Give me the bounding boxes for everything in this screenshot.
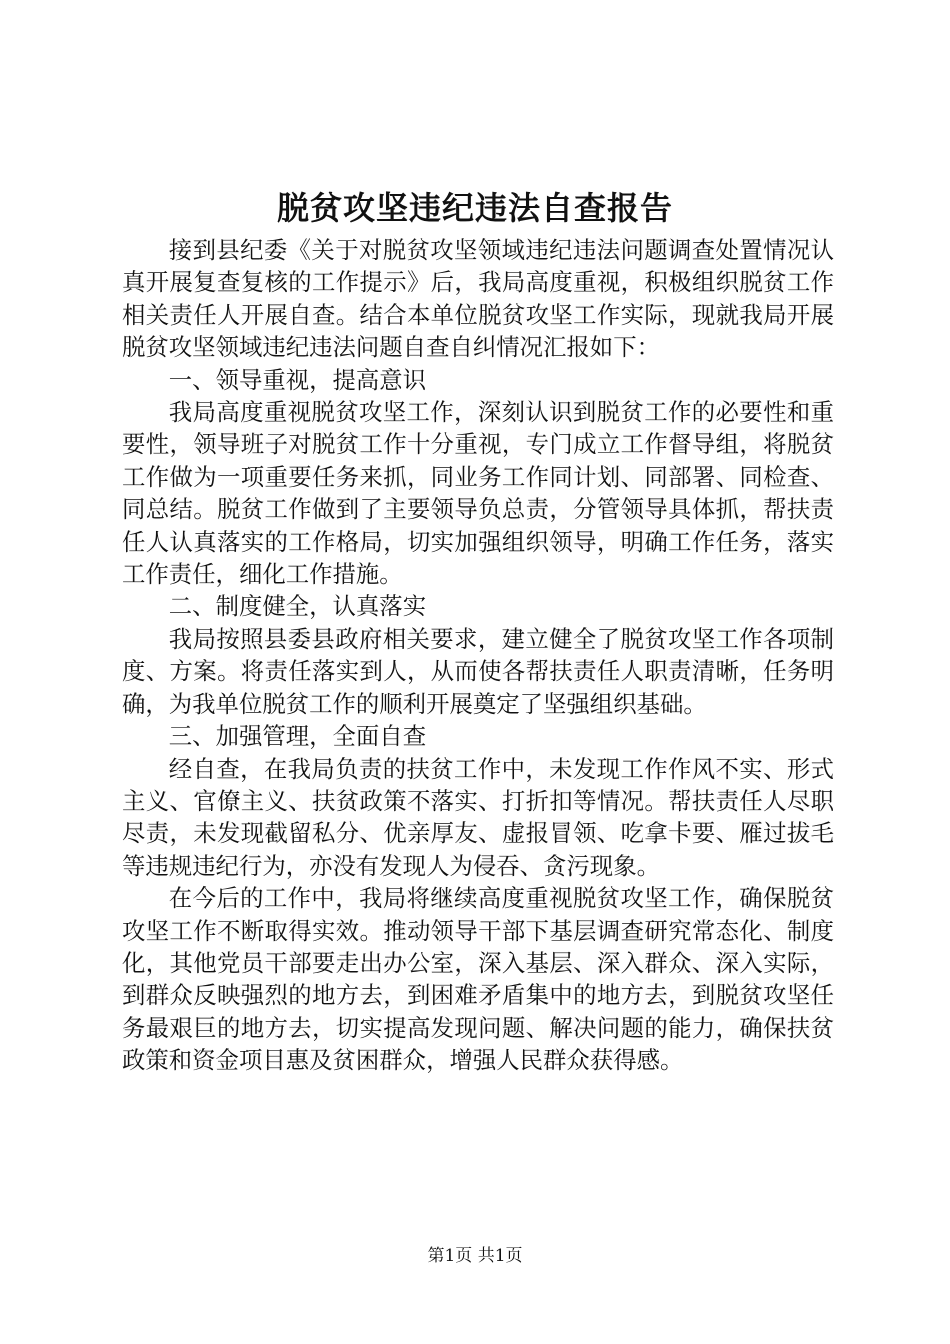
section-heading-3: 三、加强管理，全面自查 [168, 722, 427, 751]
section-2-paragraph: 我局按照县委县政府相关要求，建立健全了脱贫攻坚工作各项制度、方案。将责任落实到人，从而使各帮扶责任人职责清晰，任务明确，为我单位脱贫工作的顺利开展奠定了坚强组织基础。 [122, 624, 834, 718]
section-1-paragraph: 我局高度重视脱贫攻坚工作，深刻认识到脱贫工作的必要性和重要性，领导班子对脱贫工作十分重视，专门成立工作督导组，将脱贫工作做为一项重要任务来抓，同业务工作同计划、同部署、同检查、同总结。脱贫工作做到了主要领导负总责，分管领导具体抓，帮扶责任人认真落实的工作格局，切实加强组织领导，明确工作任务，落实工作责任，细化工作措施。 [122, 398, 834, 589]
document-body [122, 234, 834, 1077]
intro-paragraph: 接到县纪委《关于对脱贫攻坚领域违纪违法问题调查处置情况认真开展复查复核的工作提示》后，我局高度重视，积极组织脱贫工作相关责任人开展自查。结合本单位脱贫攻坚工作实际，现就我局开展脱贫攻坚领域违纪违法问题自查自纠情况汇报如下： [122, 236, 834, 362]
section-3-paragraph: 经自查，在我局负责的扶贫工作中，未发现工作作风不实、形式主义、官僚主义、扶贫政策不落实、打折扣等情况。帮扶责任人尽职尽责，未发现截留私分、优亲厚友、虚报冒领、吃拿卡要、雁过拔毛等违规违纪行为，亦没有发现人为侵吞、贪污现象。 [122, 754, 834, 880]
closing-paragraph: 在今后的工作中，我局将继续高度重视脱贫攻坚工作，确保脱贫攻坚工作不断取得实效。推动领导干部下基层调查研究常态化、制度化，其他党员干部要走出办公室，深入基层、深入群众、深入实际，到群众反映强烈的地方去，到困难矛盾集中的地方去，到脱贫攻坚任务最艰巨的地方去，切实提高发现问题、解决问题的能力，确保扶贫政策和资金项目惠及贫困群众，增强人民群众获得感。 [122, 884, 834, 1075]
section-heading-1: 一、领导重视，提高意识 [168, 365, 427, 394]
page-footer: 第1页 共1页 [427, 1246, 523, 1266]
document-title: 脱贫攻坚违纪违法自查报告 [276, 189, 673, 227]
section-heading-2: 二、制度健全，认真落实 [168, 592, 427, 621]
